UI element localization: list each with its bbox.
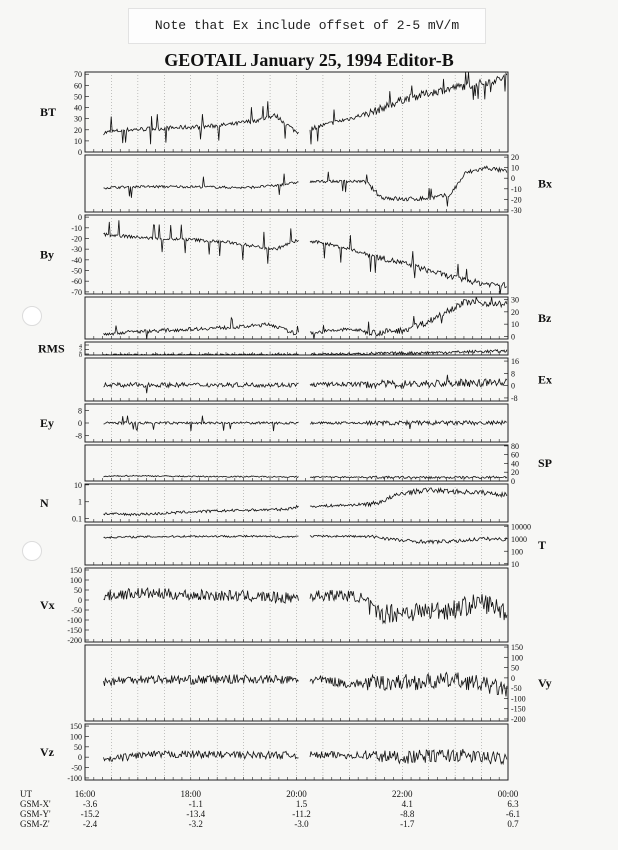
panel-t-ytick-label: 10 xyxy=(511,559,519,569)
footer-z-value: -3.2 xyxy=(188,819,203,829)
panel-vz-ytick-label: 100 xyxy=(70,732,82,742)
footer-ut-value: 18:00 xyxy=(180,789,202,799)
panel-sp-ytick-label: 40 xyxy=(511,459,519,469)
panel-bx-ytick-label: 10 xyxy=(511,163,519,173)
panel-vz-ytick-label: 150 xyxy=(70,722,82,732)
panel-bt-ytick-label: 30 xyxy=(74,114,82,124)
footer-ut-value: 20:00 xyxy=(286,789,307,799)
panel-vy-trace xyxy=(104,673,507,697)
panel-ey-ytick-label: 0 xyxy=(78,419,82,428)
footer-y-value: -6.1 xyxy=(505,809,521,819)
panel-sp-ytick-label: 80 xyxy=(511,441,519,451)
panel-vy-ytick-label: 50 xyxy=(511,663,519,673)
footer-label-2: GSM-Y' xyxy=(20,809,51,819)
panel-ex-ytick-label: 16 xyxy=(511,357,519,367)
panel-vy-ytick-label: -100 xyxy=(511,694,526,704)
panel-sp-label: SP xyxy=(538,456,553,470)
panel-t-ytick-label: 1000 xyxy=(511,534,527,544)
panel-vz-ytick-label: -100 xyxy=(67,773,82,783)
footer-y-value: -15.2 xyxy=(80,809,100,819)
panel-vy-ytick-label: 0 xyxy=(511,673,515,683)
panel-by-ytick-label: -60 xyxy=(71,277,82,287)
footer-z-value: -2.4 xyxy=(82,819,98,829)
footer-x-value: -3.6 xyxy=(82,799,98,809)
panel-bx-trace xyxy=(104,166,507,206)
panel-rms-ytick-label: 2 xyxy=(79,348,82,355)
panel-bt-trace xyxy=(104,72,507,144)
panel-by-ytick-label: -50 xyxy=(71,266,82,276)
panel-t-ytick-label: 10000 xyxy=(511,522,531,532)
panel-ey-label: Ey xyxy=(40,416,55,430)
panel-ex-ytick-label: 8 xyxy=(511,369,515,379)
panel-vx-ytick-label: 0 xyxy=(78,596,82,605)
panel-vz-trace xyxy=(104,749,507,764)
footer-label-3: GSM-Z' xyxy=(20,819,50,829)
chart-title: GEOTAIL January 25, 1994 Editor-B xyxy=(164,50,454,70)
panel-vx-ytick-label: -200 xyxy=(67,636,82,645)
panel-by-ytick-label: -10 xyxy=(71,223,82,233)
panel-vz-ytick-label: -50 xyxy=(71,763,82,773)
footer-x-value: 1.5 xyxy=(295,799,308,809)
panel-n-ytick-label: 0.1 xyxy=(72,514,82,524)
panel-bx-ytick-label: 0 xyxy=(511,174,515,184)
panel-vx-ytick-label: 100 xyxy=(70,576,82,585)
panel-bx-ytick-label: 20 xyxy=(511,153,519,163)
panel-n-ytick-label: 10 xyxy=(74,480,82,490)
panel-vy-ytick-label: -150 xyxy=(511,704,526,714)
panel-sp-ytick-label: 0 xyxy=(511,477,515,486)
footer-y-value: -11.2 xyxy=(292,809,311,819)
panel-by-ytick-label: -30 xyxy=(71,245,82,255)
panel-n-label: N xyxy=(40,496,49,510)
footer-y-value: -8.8 xyxy=(400,809,415,819)
panel-bx-ytick-label: -10 xyxy=(511,184,522,194)
panel-vx-ytick-label: -100 xyxy=(67,616,82,625)
panel-bz-ytick-label: 0 xyxy=(511,332,515,342)
panel-bt-ytick-label: 60 xyxy=(74,81,82,91)
panel-by-ytick-label: -70 xyxy=(71,287,82,297)
panel-ex-ytick-label: -8 xyxy=(511,393,518,403)
panel-vx-ytick-label: -150 xyxy=(67,626,82,635)
panel-by-ytick-label: -40 xyxy=(71,255,82,265)
panel-by-label: By xyxy=(40,247,55,262)
panel-bt-ytick-label: 0 xyxy=(78,148,82,157)
panel-vz-ytick-label: 50 xyxy=(74,742,82,752)
panel-bx-label: Bx xyxy=(538,176,553,191)
panel-bt-ytick-label: 70 xyxy=(74,70,82,80)
panel-ey-ytick-label: 8 xyxy=(78,406,82,416)
footer-z-value: -3.0 xyxy=(294,819,309,829)
panel-by-trace xyxy=(104,220,507,294)
footer-x-value: 4.1 xyxy=(401,799,413,809)
panel-t-ytick-label: 100 xyxy=(511,547,523,557)
panel-ey-trace xyxy=(104,416,507,431)
footer-ut-value: 22:00 xyxy=(391,789,413,799)
footer-ut-value: 00:00 xyxy=(497,789,519,799)
panel-by-ytick-label: 0 xyxy=(78,213,82,223)
panel-bt-label: BT xyxy=(40,105,57,119)
panel-vz-ytick-label: 0 xyxy=(78,753,82,763)
panel-bz-ytick-label: 20 xyxy=(511,307,519,317)
footer-z-value: 0.7 xyxy=(507,819,519,829)
panel-bt-ytick-label: 50 xyxy=(74,92,82,102)
panel-bx-ytick-label: -30 xyxy=(511,205,522,215)
panel-rms-ytick-label: 0 xyxy=(79,353,82,359)
panel-vy-ytick-label: -200 xyxy=(511,714,526,724)
footer-y-value: -13.4 xyxy=(186,809,206,819)
panel-vy-label: Vy xyxy=(538,676,552,690)
panel-bz-trace xyxy=(104,297,507,339)
offset-note: Note that Ex include offset of 2-5 mV/m xyxy=(128,8,486,44)
panel-vx-label: Vx xyxy=(40,598,55,612)
panel-vy-ytick-label: -50 xyxy=(511,684,522,694)
panel-n-trace xyxy=(104,488,507,516)
panel-vy-ytick-label: 150 xyxy=(511,643,523,653)
panel-bz-ytick-label: 30 xyxy=(511,295,519,305)
panel-rms-ytick-label: 4 xyxy=(79,344,82,350)
panel-sp-ytick-label: 60 xyxy=(511,450,519,460)
panel-rms-label: RMS xyxy=(38,341,65,356)
footer-label-1: GSM-X' xyxy=(20,799,51,809)
panel-vz-label: Vz xyxy=(40,745,54,759)
footer-z-value: -1.7 xyxy=(400,819,415,829)
panel-t-label: T xyxy=(538,538,547,552)
panel-ex-trace xyxy=(104,375,507,393)
panel-t-trace xyxy=(104,535,507,543)
panel-n-ytick-label: 1 xyxy=(78,497,82,507)
panel-sp-ytick-label: 20 xyxy=(511,468,519,478)
panel-ex-label: Ex xyxy=(538,372,553,387)
panel-vy-ytick-label: 100 xyxy=(511,653,523,663)
panel-by-ytick-label: -20 xyxy=(71,234,82,244)
panel-bx-ytick-label: -20 xyxy=(511,195,522,205)
footer-x-value: -1.1 xyxy=(188,799,203,809)
panel-bt-ytick-label: 40 xyxy=(74,103,82,113)
footer-label-0: UT xyxy=(20,789,32,799)
footer-x-value: 6.3 xyxy=(507,799,519,809)
panel-bz-ytick-label: 10 xyxy=(511,320,519,330)
panel-bt-ytick-label: 20 xyxy=(74,125,82,135)
panel-vx-ytick-label: 50 xyxy=(74,586,82,595)
panel-ey-ytick-label: -8 xyxy=(75,431,82,441)
footer-ut-value: 16:00 xyxy=(74,789,96,799)
panel-ex-ytick-label: 0 xyxy=(511,381,515,391)
panel-bt-ytick-label: 10 xyxy=(74,136,82,146)
panel-vx-trace xyxy=(104,588,507,623)
panel-vx-ytick-label: 150 xyxy=(70,566,82,575)
panel-bz-label: Bz xyxy=(538,311,552,325)
panel-vx-ytick-label: -50 xyxy=(71,606,82,615)
